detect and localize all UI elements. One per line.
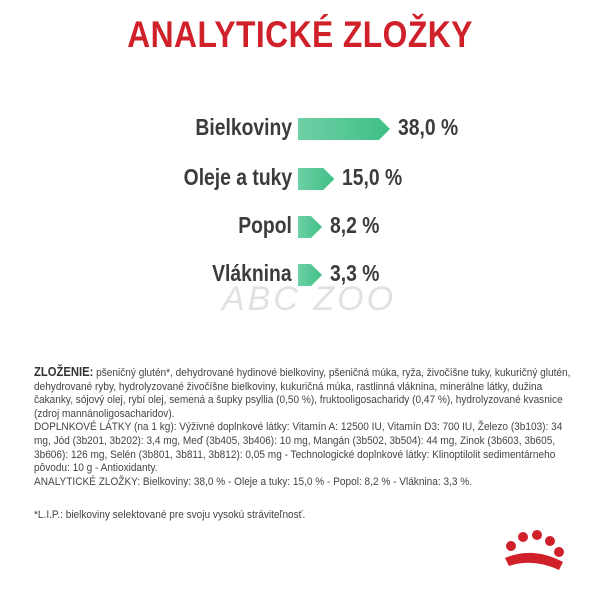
value-label: 38,0 % — [398, 114, 459, 140]
footnote: *L.I.P.: bielkoviny selektované pre svoju vysokú stráviteľnosť. — [34, 509, 306, 521]
category-label: Bielkoviny — [195, 114, 292, 140]
chart-bar — [298, 216, 322, 238]
chart-bar — [298, 118, 390, 140]
composition-heading: ZLOŽENIE: — [34, 365, 94, 379]
additives-paragraph: DOPLNKOVÉ LÁTKY (na 1 kg): Výživné doplnkové látky: Vitamín A: 12500 IU, Vitamín D3: 700 IU, Železo (3b103): 34 mg, Jód (3b201, 3b202): 3,4 mg, Meď (3b405, 3b406): 10 mg, Mangán (3b502, 3b504): 44 mg, Zinok (3b603, 3b605, 3b606): 126 mg, Selén (3b801, 3b811, 3b812): 0,05 mg - Technologické doplnkové látky: Klinoptilolit sedimentárneho pôvodu: 10 g - Antioxidanty. — [34, 421, 563, 475]
royal-canin-crown-logo — [493, 528, 573, 578]
value-label: 8,2 % — [330, 212, 380, 238]
category-label: Popol — [238, 212, 292, 238]
category-label: Oleje a tuky — [183, 164, 292, 190]
value-label: 3,3 % — [330, 260, 380, 286]
composition-ingredients: pšeničný glutén*, dehydrované hydinové bielkoviny, pšeničná múka, ryža, živočíšne tuky, kukuričný glutén, dehydrované ryby, hydrolyzované živočíšne bielkoviny, kukuričná múka, rastlinná vláknina, minerálne látky, dužina čakanky, sójový olej, rybí olej, semená a šupky psyllia (0,50 %), fruktooligosacharidy (0,47 %), hydrolyzované kvasnice (zdroj mannánoligosacharidov). — [34, 367, 571, 420]
page-title: ANALYTICKÉ ZLOŽKY — [127, 14, 473, 55]
composition-paragraph — [34, 366, 574, 421]
nutrient-chart — [0, 108, 600, 298]
chart-row — [0, 206, 600, 246]
chart-bar — [298, 168, 334, 190]
watermark-text: ABC ZOO — [222, 280, 397, 318]
value-label: 15,0 % — [342, 164, 403, 190]
chart-row — [0, 158, 600, 198]
chart-row — [0, 108, 600, 148]
analytic-paragraph: ANALYTICKÉ ZLOŽKY: Bielkoviny: 38,0 % - Oleje a tuky: 15,0 % - Popol: 8,2 % - Vláknina: 3,3 %. — [34, 475, 473, 488]
category-label: Vláknina — [212, 260, 292, 286]
composition-text — [34, 366, 574, 489]
